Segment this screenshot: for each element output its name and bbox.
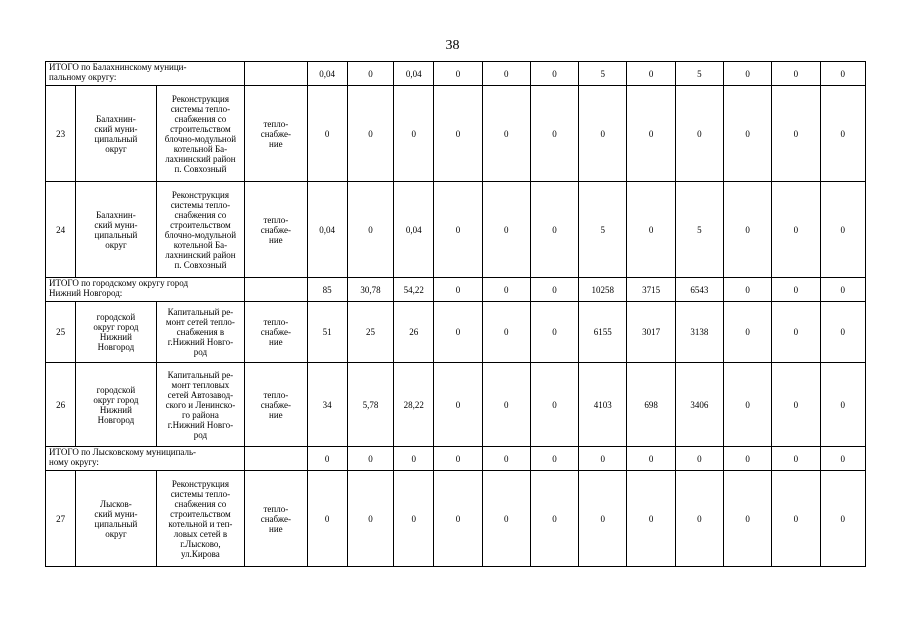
value-cell: 0 bbox=[820, 278, 865, 302]
value-cell: 54,22 bbox=[394, 278, 434, 302]
value-cell: 6543 bbox=[675, 278, 723, 302]
type-cell: тепло- снабже- ние bbox=[245, 471, 307, 567]
value-cell: 0 bbox=[434, 302, 482, 363]
value-cell: 0 bbox=[434, 447, 482, 471]
value-cell: 0 bbox=[307, 471, 347, 567]
value-cell: 0 bbox=[307, 447, 347, 471]
investment-table bbox=[45, 61, 866, 567]
value-cell: 0 bbox=[347, 62, 393, 86]
value-cell: 4103 bbox=[579, 363, 627, 447]
value-cell: 0 bbox=[724, 363, 772, 447]
value-cell: 5 bbox=[579, 182, 627, 278]
value-cell: 5 bbox=[579, 62, 627, 86]
value-cell: 0 bbox=[434, 182, 482, 278]
value-cell: 0 bbox=[347, 471, 393, 567]
value-cell: 28,22 bbox=[394, 363, 434, 447]
value-cell: 0 bbox=[820, 363, 865, 447]
value-cell: 0 bbox=[434, 471, 482, 567]
value-cell: 0,04 bbox=[307, 182, 347, 278]
value-cell: 0 bbox=[724, 62, 772, 86]
type-cell: тепло- снабже- ние bbox=[245, 363, 307, 447]
value-cell: 0 bbox=[530, 302, 578, 363]
value-cell: 0 bbox=[724, 182, 772, 278]
value-cell: 0 bbox=[627, 62, 675, 86]
value-cell: 0 bbox=[675, 447, 723, 471]
value-cell: 0 bbox=[482, 182, 530, 278]
value-cell: 0 bbox=[530, 447, 578, 471]
value-cell: 0 bbox=[394, 86, 434, 182]
district-cell: городской округ город Нижний Новгород bbox=[76, 302, 156, 363]
value-cell: 0 bbox=[820, 302, 865, 363]
value-cell: 0 bbox=[482, 447, 530, 471]
value-cell: 0 bbox=[482, 86, 530, 182]
value-cell: 0 bbox=[579, 86, 627, 182]
total-label: ИТОГО по Балахнинскому муници- пальному округу: bbox=[46, 62, 245, 86]
type-cell: тепло- снабже- ние bbox=[245, 86, 307, 182]
value-cell: 0 bbox=[724, 278, 772, 302]
value-cell: 10258 bbox=[579, 278, 627, 302]
value-cell: 25 bbox=[347, 302, 393, 363]
value-cell: 0 bbox=[627, 471, 675, 567]
total-label: ИТОГО по Лысковскому муниципаль- ному округу: bbox=[46, 447, 245, 471]
type-cell: тепло- снабже- ние bbox=[245, 302, 307, 363]
value-cell: 0 bbox=[482, 363, 530, 447]
row-number: 24 bbox=[46, 182, 76, 278]
value-cell: 0 bbox=[530, 86, 578, 182]
value-cell: 0 bbox=[307, 86, 347, 182]
value-cell: 0 bbox=[627, 182, 675, 278]
value-cell: 0 bbox=[347, 182, 393, 278]
district-cell: Лысков- ский муни- ципальный округ bbox=[76, 471, 156, 567]
total-row bbox=[46, 62, 866, 86]
value-cell: 0 bbox=[434, 363, 482, 447]
row-number: 23 bbox=[46, 86, 76, 182]
value-cell: 3715 bbox=[627, 278, 675, 302]
value-cell: 0 bbox=[820, 62, 865, 86]
value-cell: 0 bbox=[627, 447, 675, 471]
value-cell: 0 bbox=[772, 182, 820, 278]
value-cell: 0 bbox=[530, 62, 578, 86]
value-cell: 0 bbox=[772, 471, 820, 567]
value-cell: 0,04 bbox=[394, 62, 434, 86]
value-cell: 0 bbox=[772, 86, 820, 182]
empty-cell bbox=[245, 447, 307, 471]
type-cell: тепло- снабже- ние bbox=[245, 182, 307, 278]
value-cell: 0,04 bbox=[394, 182, 434, 278]
value-cell: 0 bbox=[820, 447, 865, 471]
value-cell: 5 bbox=[675, 182, 723, 278]
total-row bbox=[46, 278, 866, 302]
value-cell: 3017 bbox=[627, 302, 675, 363]
value-cell: 3406 bbox=[675, 363, 723, 447]
total-label: ИТОГО по городскому округу город Нижний Новгород: bbox=[46, 278, 245, 302]
page-number: 38 bbox=[445, 38, 460, 53]
value-cell: 0 bbox=[772, 447, 820, 471]
value-cell: 0 bbox=[724, 86, 772, 182]
value-cell: 0 bbox=[820, 471, 865, 567]
value-cell: 0 bbox=[482, 302, 530, 363]
district-cell: Балахнин- ский муни- ципальный округ bbox=[76, 86, 156, 182]
value-cell: 0 bbox=[482, 62, 530, 86]
value-cell: 0 bbox=[820, 182, 865, 278]
value-cell: 6155 bbox=[579, 302, 627, 363]
description-cell: Реконструкция системы тепло- снабжения со строительством котельной и теп- ловых сетей в г.Лысково, ул.Кирова bbox=[156, 471, 245, 567]
value-cell: 5 bbox=[675, 62, 723, 86]
value-cell: 0 bbox=[434, 278, 482, 302]
row-number: 25 bbox=[46, 302, 76, 363]
value-cell: 0,04 bbox=[307, 62, 347, 86]
value-cell: 0 bbox=[530, 363, 578, 447]
value-cell: 51 bbox=[307, 302, 347, 363]
description-cell: Капитальный ре- монт сетей тепло- снабжения в г.Нижний Новго- род bbox=[156, 302, 245, 363]
value-cell: 0 bbox=[579, 471, 627, 567]
value-cell: 0 bbox=[627, 86, 675, 182]
value-cell: 5,78 bbox=[347, 363, 393, 447]
district-cell: Балахнин- ский муни- ципальный округ bbox=[76, 182, 156, 278]
value-cell: 26 bbox=[394, 302, 434, 363]
value-cell: 0 bbox=[434, 86, 482, 182]
value-cell: 0 bbox=[724, 302, 772, 363]
empty-cell bbox=[245, 62, 307, 86]
value-cell: 0 bbox=[394, 471, 434, 567]
total-row bbox=[46, 447, 866, 471]
empty-cell bbox=[245, 278, 307, 302]
value-cell: 0 bbox=[530, 471, 578, 567]
value-cell: 34 bbox=[307, 363, 347, 447]
value-cell: 3138 bbox=[675, 302, 723, 363]
table-row bbox=[46, 471, 866, 567]
value-cell: 0 bbox=[675, 86, 723, 182]
description-cell: Реконструкция системы тепло- снабжения со строительством блочно-модульной котельной Ба- лахнинский район п. Совхозный bbox=[156, 86, 245, 182]
value-cell: 30,78 bbox=[347, 278, 393, 302]
value-cell: 0 bbox=[772, 62, 820, 86]
value-cell: 0 bbox=[579, 447, 627, 471]
value-cell: 0 bbox=[434, 62, 482, 86]
value-cell: 0 bbox=[482, 278, 530, 302]
value-cell: 0 bbox=[482, 471, 530, 567]
table-row bbox=[46, 302, 866, 363]
value-cell: 0 bbox=[530, 182, 578, 278]
table-row bbox=[46, 182, 866, 278]
district-cell: городской округ город Нижний Новгород bbox=[76, 363, 156, 447]
value-cell: 0 bbox=[724, 447, 772, 471]
value-cell: 0 bbox=[530, 278, 578, 302]
value-cell: 0 bbox=[347, 447, 393, 471]
value-cell: 0 bbox=[724, 471, 772, 567]
table-row bbox=[46, 363, 866, 447]
value-cell: 85 bbox=[307, 278, 347, 302]
value-cell: 698 bbox=[627, 363, 675, 447]
row-number: 26 bbox=[46, 363, 76, 447]
value-cell: 0 bbox=[772, 363, 820, 447]
value-cell: 0 bbox=[675, 471, 723, 567]
value-cell: 0 bbox=[394, 447, 434, 471]
description-cell: Реконструкция системы тепло- снабжения со строительством блочно-модульной котельной Ба- лахнинский район п. Совхозный bbox=[156, 182, 245, 278]
value-cell: 0 bbox=[820, 86, 865, 182]
table-row bbox=[46, 86, 866, 182]
value-cell: 0 bbox=[772, 278, 820, 302]
row-number: 27 bbox=[46, 471, 76, 567]
value-cell: 0 bbox=[772, 302, 820, 363]
description-cell: Капитальный ре- монт тепловых сетей Автозавод- ского и Ленинско- го района г.Нижний Новго- род bbox=[156, 363, 245, 447]
value-cell: 0 bbox=[347, 86, 393, 182]
